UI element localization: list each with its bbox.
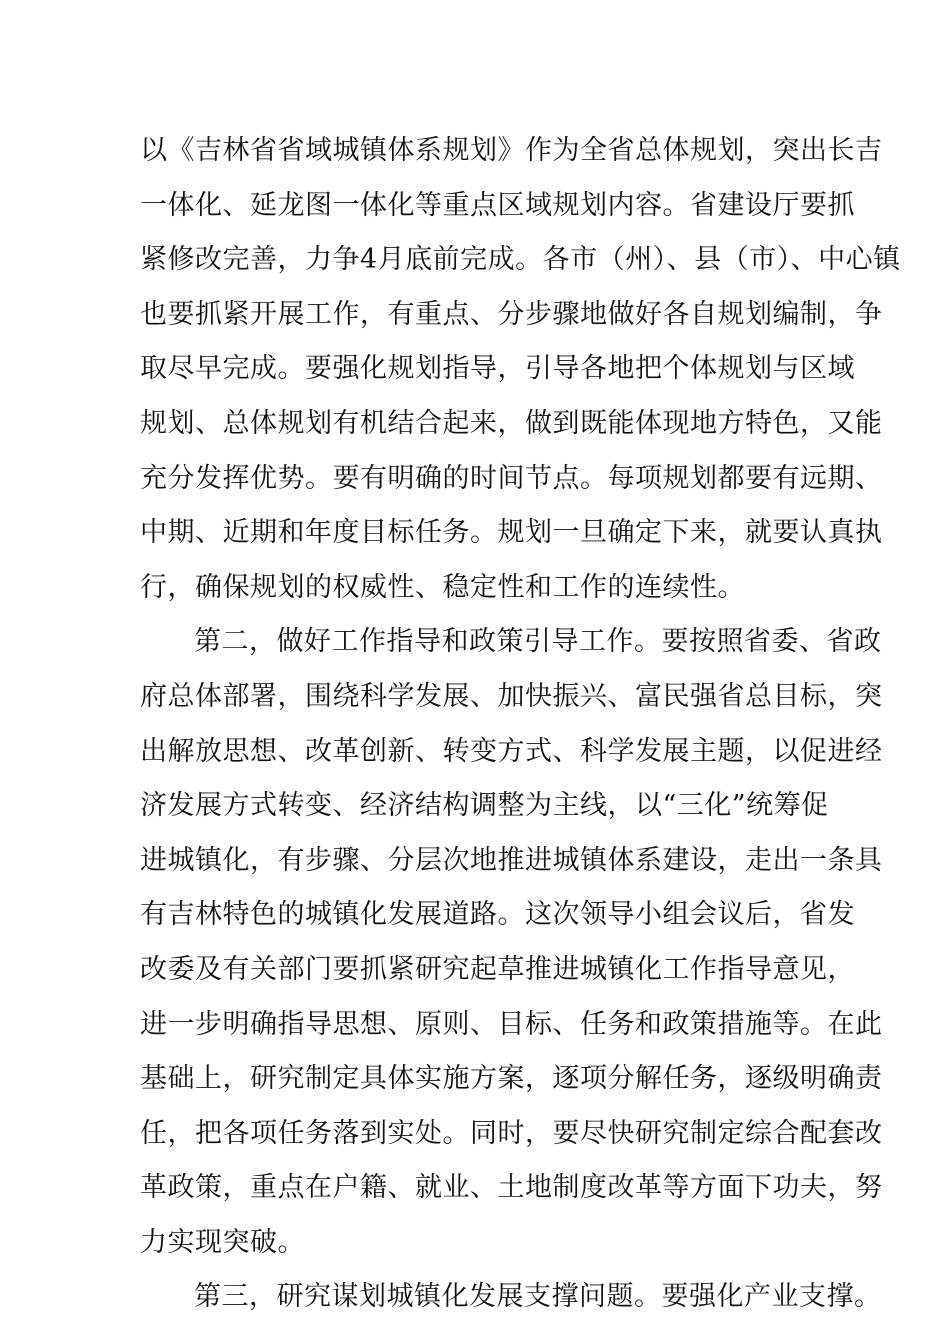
- text-line: 基础上，研究制定具体实施方案，逐项分解任务，逐级明确责: [140, 1063, 883, 1095]
- text-line: 革政策，重点在户籍、就业、土地制度改革等方面下功夫，努: [140, 1172, 883, 1204]
- text-line: 府总体部署，围绕科学发展、加快振兴、富民强省总目标，突: [140, 680, 883, 712]
- text-line: 以《吉林省省域城镇体系规划》作为全省总体规划，突出长吉: [140, 135, 883, 166]
- text-line: 中期、近期和年度目标任务。规划一旦确定下来，就要认真执: [140, 517, 883, 549]
- text-line: 一体化、延龙图一体化等重点区域规划内容。省建设厅要抓: [140, 189, 855, 221]
- text-line: 规划、总体规划有机结合起来，做到既能体现地方特色，又能: [140, 407, 883, 439]
- text-line: 进一步明确指导思想、原则、目标、任务和政策措施等。在此: [140, 1008, 883, 1040]
- text-line: 任，把各项任务落到实处。同时，要尽快研究制定综合配套改: [140, 1117, 883, 1149]
- text-line: 进城镇化，有步骤、分层次地推进城镇体系建设，走出一条具: [140, 844, 883, 876]
- text-line: 改委及有关部门要抓紧研究起草推进城镇化工作指导意见，: [140, 953, 855, 985]
- text-line: 有吉林特色的城镇化发展道路。这次领导小组会议后，省发: [140, 899, 855, 931]
- text-line: 出解放思想、改革创新、转变方式、科学发展主题，以促进经: [140, 735, 883, 767]
- text-line: 第二，做好工作指导和政策引导工作。要按照省委、省政: [194, 626, 882, 658]
- text-line: 也要抓紧开展工作，有重点、分步骤地做好各自规划编制，争: [140, 298, 883, 330]
- body-text: [140, 124, 901, 1325]
- text-line: 济发展方式转变、经济结构调整为主线，以“三化”统筹促: [140, 790, 829, 822]
- text-line: 紧修改完善，力争4月底前完成。各市（州）、县（市）、中心镇: [140, 244, 901, 276]
- text-line: 行，确保规划的权威性、稳定性和工作的连续性。: [140, 571, 745, 603]
- text-line: 第三，研究谋划城镇化发展支撑问题。要强化产业支撑。: [194, 1281, 882, 1313]
- text-line: 力实现突破。: [140, 1226, 305, 1258]
- text-line: 充分发挥优势。要有明确的时间节点。每项规划都要有远期、: [140, 462, 883, 494]
- text-line: 取尽早完成。要强化规划指导，引导各地把个体规划与区域: [140, 353, 855, 385]
